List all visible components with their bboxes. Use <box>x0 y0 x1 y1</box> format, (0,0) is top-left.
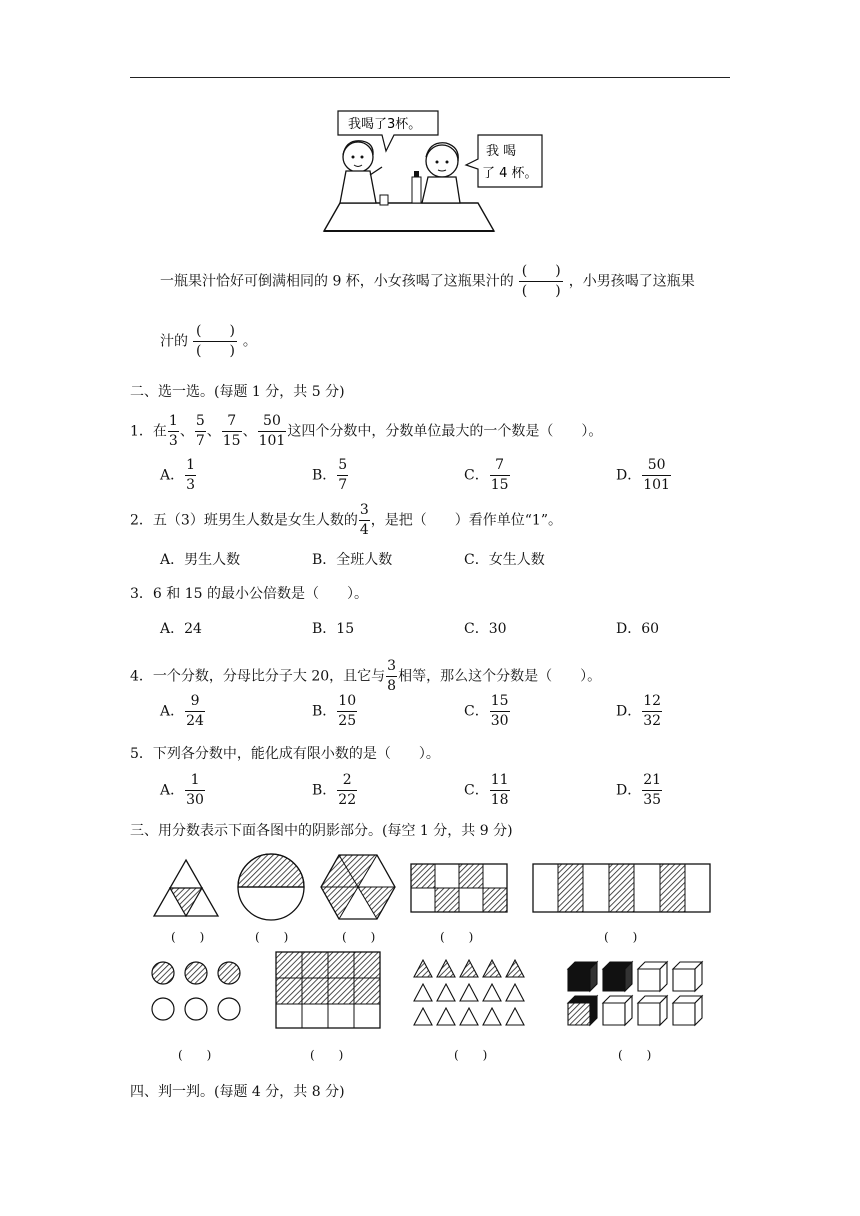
q2-stem: 2．五（3）班男生人数是女生人数的 $\frac{3}{4}$ ，是把（ ）看作单位“1”。 <box>130 502 562 538</box>
small-triangle <box>483 984 501 1001</box>
small-triangle <box>414 960 432 977</box>
small-triangle <box>437 960 455 977</box>
fig4-answer[interactable]: ( ) <box>440 930 474 944</box>
section3-title: 三、用分数表示下面各图中的阴影部分。(每空 1 分，共 9 分) <box>130 823 513 839</box>
small-triangle <box>506 1008 524 1025</box>
q2-option-b[interactable]: B．全班人数 <box>312 552 393 568</box>
small-triangle <box>414 1008 432 1025</box>
fig3-answer[interactable]: ( ) <box>342 930 376 944</box>
fig6-answer[interactable]: ( ) <box>178 1048 212 1062</box>
q1-option-b[interactable]: B． $\frac{5}{7}$ <box>312 457 348 493</box>
small-triangle <box>460 960 478 977</box>
q1-stem: 1．在 $\frac{1}{3}$ 、 $\frac{5}{7}$ 、 $\frac{7}{15}$ 、 $\frac{50}{101}$ 这四个分数中，分数单位最大的一个数是（ ）。 <box>130 413 603 449</box>
fig5-answer[interactable]: ( ) <box>604 930 638 944</box>
cube-face <box>568 969 590 991</box>
figure-circle-half <box>236 852 306 922</box>
q5-option-b[interactable]: B． $\frac{2}{22}$ <box>312 772 357 808</box>
q2-option-c[interactable]: C．女生人数 <box>464 552 545 568</box>
figure-grid-blocks <box>411 864 507 914</box>
boy-bubble-text-1: 我 喝 <box>486 144 517 159</box>
q4-option-a[interactable]: A． $\frac{9}{24}$ <box>160 693 204 729</box>
q1-option-d[interactable]: D． $\frac{50}{101}$ <box>616 457 670 493</box>
q4-frac: $\frac{3}{8}$ <box>387 658 397 694</box>
q5-stem: 5．下列各分数中，能化成有限小数的是（ ）。 <box>130 746 440 762</box>
cube-face <box>638 969 660 991</box>
cube-face <box>673 1003 695 1025</box>
q3-option-b[interactable]: B．15 <box>312 621 355 637</box>
figure-strips <box>533 864 711 914</box>
q4-option-b[interactable]: B． $\frac{10}{25}$ <box>312 693 357 729</box>
q1-frac-1: $\frac{1}{3}$ <box>168 413 178 449</box>
figure-triangle <box>152 858 220 918</box>
q5-option-c[interactable]: C． $\frac{11}{18}$ <box>464 772 509 808</box>
q3-option-a[interactable]: A．24 <box>160 621 202 637</box>
figure-hexagon <box>320 853 396 921</box>
small-triangle <box>506 984 524 1001</box>
fig1-answer[interactable]: ( ) <box>171 930 205 944</box>
cube-face <box>568 1003 590 1025</box>
figure-rect-grid <box>276 952 382 1030</box>
answer-fraction-girl[interactable]: $\frac{( )}{( )}$ <box>519 262 563 301</box>
q1-option-c[interactable]: C． $\frac{7}{15}$ <box>464 457 509 493</box>
q1-option-a[interactable]: A． $\frac{1}{3}$ <box>160 457 196 493</box>
q3-stem: 3．6 和 15 的最小公倍数是（ ）。 <box>130 586 368 602</box>
small-triangle <box>460 984 478 1001</box>
q4-stem: 4．一个分数，分母比分子大 20，且它与 $\frac{3}{8}$ 相等，那么这个分数是（ ）。 <box>130 658 602 694</box>
cube-face <box>638 1003 660 1025</box>
small-triangle <box>414 984 432 1001</box>
small-triangle <box>483 960 501 977</box>
fig7-answer[interactable]: ( ) <box>310 1048 344 1062</box>
q2-frac: $\frac{3}{4}$ <box>359 502 369 538</box>
q1-frac-2: $\frac{5}{7}$ <box>195 413 205 449</box>
small-triangle <box>506 960 524 977</box>
fig2-answer[interactable]: ( ) <box>255 930 289 944</box>
fig9-answer[interactable]: ( ) <box>618 1048 652 1062</box>
cube-face <box>603 969 625 991</box>
q3-option-c[interactable]: C．30 <box>464 621 507 637</box>
q4-option-c[interactable]: C． $\frac{15}{30}$ <box>464 693 509 729</box>
juice-line-2: 汁的 $\frac{( )}{( )}$ 。 <box>160 323 257 359</box>
q2-option-a[interactable]: A．男生人数 <box>160 552 241 568</box>
figure-cubes <box>566 960 708 1028</box>
small-triangle <box>460 1008 478 1025</box>
small-triangle <box>483 1008 501 1025</box>
q1-frac-3: $\frac{7}{15}$ <box>222 413 241 449</box>
section2-title: 二、选一选。(每题 1 分，共 5 分) <box>130 384 345 400</box>
q1-frac-4: $\frac{50}{101}$ <box>258 413 286 449</box>
q3-option-d[interactable]: D．60 <box>616 621 660 637</box>
cube-face <box>673 969 695 991</box>
small-triangle <box>437 984 455 1001</box>
small-triangle <box>437 1008 455 1025</box>
boy-bubble-text-2: 了 4 杯。 <box>482 166 538 181</box>
q5-option-a[interactable]: A． $\frac{1}{30}$ <box>160 772 204 808</box>
cube-face <box>603 1003 625 1025</box>
juice-line-1: 一瓶果汁恰好可倒满相同的 9 杯，小女孩喝了这瓶果汁的 $\frac{( )}{( )}$ ，小男孩喝了这瓶果 <box>160 263 695 299</box>
comic-illustration <box>310 105 550 235</box>
answer-fraction-boy[interactable]: $\frac{( )}{( )}$ <box>193 322 237 361</box>
figure-small-triangles <box>412 958 532 1026</box>
figure-circles <box>150 960 244 1024</box>
header-rule <box>130 77 730 78</box>
girl-bubble-text: 我喝了3杯。 <box>348 117 422 132</box>
section4-title: 四、判一判。(每题 4 分，共 8 分) <box>130 1084 345 1100</box>
fig8-answer[interactable]: ( ) <box>454 1048 488 1062</box>
q5-option-d[interactable]: D． $\frac{21}{35}$ <box>616 772 662 808</box>
q4-option-d[interactable]: D． $\frac{12}{32}$ <box>616 693 662 729</box>
